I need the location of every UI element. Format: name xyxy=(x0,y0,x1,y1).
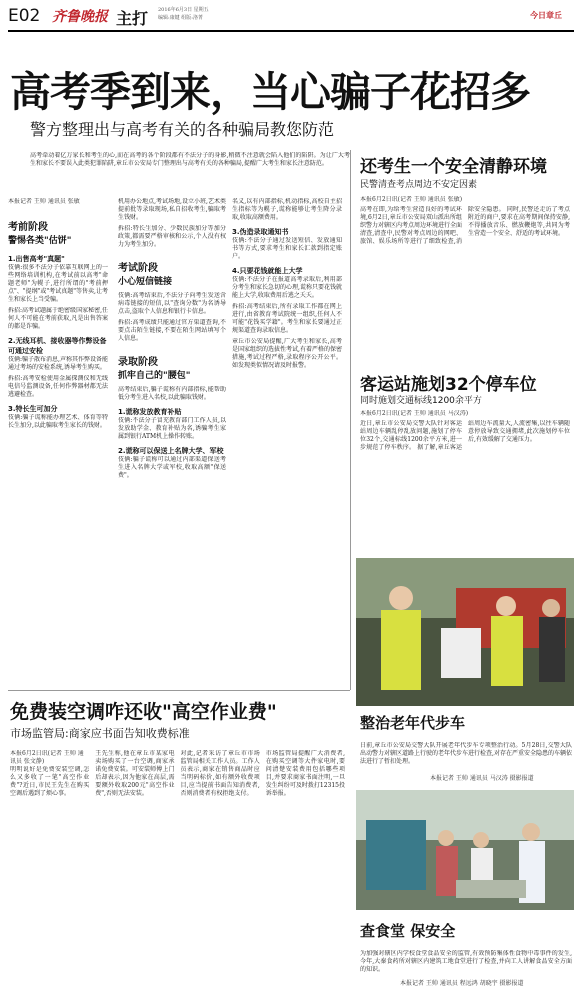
section-title: 考前阶段 xyxy=(8,222,48,233)
item-heading: 3.特长生可加分 xyxy=(8,405,58,413)
paragraph: 伎俩:骗子散布消息,声称其作弊设备能通过考场的安检系统,诱导考生购买。 xyxy=(8,356,108,371)
paragraph-text: 高考在即,为给考生营造良好的考试环境,6月2日,章丘市公安局双山派出所组织警力对辖区内考点周边环境进行全面清查,清查中,民警对考点周边的网吧、旅馆、娱乐场所等进行了细致检查,消除安全隐患。 xyxy=(360,206,505,245)
photo-illustration xyxy=(356,558,574,706)
story2-byline: 本报6月2日讯(记者 王帅 通讯员 张敏) xyxy=(360,196,463,203)
story3-subhead: 同时施划交通标线1200余平方 xyxy=(360,396,482,406)
paragraph: 对此,记者采访了章丘市市场监管局相关工作人员。工作人员表示,商家在销售商品时应当明码标价,如有额外收费项目,应当提前书面告知消费者,否则消费者有权拒绝支付。 xyxy=(180,750,260,797)
story2-body xyxy=(360,196,570,356)
paragraph: 伎俩:骗子谎称能办理艺术、体育等特长生加分,以此骗取考生家长的钱财。 xyxy=(8,414,108,429)
photo-illustration xyxy=(356,790,574,910)
story3-byline: 本报6月2日讯(记者 王帅 通讯员 马汉涛) xyxy=(360,410,469,417)
paragraph-text: 近日,章丘市公安局交警大队针对客运站周边车辆乱停乱放问题,施划了停车位32个,交通标线1200余平方米,进一步规范了停车秩序。 xyxy=(360,420,462,451)
story3-body xyxy=(360,410,570,550)
paragraph: 高考结束后,骗子谎称有内部指标,能帮助低分考生进入名校,以此骗取钱财。 xyxy=(118,386,226,401)
paragraph-text: 据了解,章丘客运站周边车流量大,人流密集,以往车辆随意停放导致交通拥堵,此次施划停车位后,有效缓解了交通压力。 xyxy=(417,420,570,451)
section-subtitle: 抓牢自己的"腰包" xyxy=(118,371,191,381)
story2-subhead: 民警清查考点周边不安定因素 xyxy=(360,180,478,190)
item-heading: 4.只要花钱就能上大学 xyxy=(232,267,303,275)
section-title: 录取阶段 xyxy=(118,357,158,368)
section-subtitle: 警惕各类"估饼" xyxy=(8,236,72,246)
traffic-police-photo xyxy=(356,558,574,706)
story5-body xyxy=(10,750,345,982)
section-subtitle: 小心短信链接 xyxy=(118,277,173,287)
paper-logo: 齐鲁晚报 xyxy=(52,9,108,25)
paragraph: 伎俩:很多不法分子依靠互联网上的一些网络培训机构,在考试前以高考"命题老师"为幌子,进行所谓的"考前押点"、"提纲"或"考试真题"等售卖,让考生和家长上当受骗。 xyxy=(8,264,108,303)
item-heading: 2.谎称可以保送上名牌大学、军校 xyxy=(118,447,224,455)
paragraph: 伎俩:不法分子冒充教育部门工作人员,以发放助学金、教育补贴为名,诱骗考生家属到银行ATM机上操作转账。 xyxy=(118,417,226,440)
story-divider xyxy=(8,690,350,691)
story5-headline: 免费装空调咋还收"高空作业费" xyxy=(10,701,277,723)
paragraph xyxy=(360,206,570,246)
lead-column-2 xyxy=(118,198,226,678)
paragraph: 王先生称,他在章丘市某家电卖场购买了一台空调,商家承诺免费安装。可安装师傅上门后却表示,因为他家在高层,需要额外收取200元"高空作业费",否则无法安装。 xyxy=(95,750,175,797)
story4-byline: 本报记者 王帅 通讯员 马汉涛 摄影报道 xyxy=(430,775,534,782)
story6-body: 为加强对辖区内学校食堂食品安全的监管,有效预防集体性食物中毒事件的发生,今年,大秦食药所对辖区内建筑工地食堂进行了检查,并向工人讲解食品安全方面的知识。 xyxy=(360,950,572,973)
paragraph: 明明说好是免费安装空调,怎么又多收了一笔"高空作业费"?近日,市民王先生在购买空调后遇到了烦心事。 xyxy=(10,766,90,797)
lead-subhead: 警方整理出与高考有关的各种骗局教您防范 xyxy=(30,120,335,139)
paragraph-text: 同时,民警还走访了考点附近的商户,要求在高考期间保持安静,不得播放音乐、燃放鞭炮等,共同为考生营造一个安全、舒适的考试环境。 xyxy=(468,206,570,237)
story4-headline: 整治老年代步车 xyxy=(360,714,466,732)
column-divider xyxy=(350,150,351,690)
paragraph: 机用办公地点,考试场地,设立小班,艺术类提前批等录取现场,私自招收考生,骗取考生钱财。 xyxy=(118,198,226,221)
paragraph: 名义,以有内部指标,机动指标,高校自主招生指标等为幌子,谎称能够让考生降分录取,收取高额费用。 xyxy=(232,198,342,221)
lead-byline: 本报记者 王帅 通讯员 张敏 xyxy=(8,198,80,205)
story6-byline: 本报记者 王帅 通讯员 程远鸿 胡晓宇 摄影报道 xyxy=(400,980,524,987)
paragraph: 市场监管局提醒广大消费者,在购买空调等大件家电时,要问清楚安装费用包括哪些项目,并要求商家书面注明,一旦发生纠纷可及时拨打12315投诉举报。 xyxy=(265,750,345,797)
story4-body: 日前,章丘市公安局交警大队开展老年代步车专项整治行动。5月28日,交警大队出动警力对辖区道路上行驶的老年代步车进行检查,对存在严重安全隐患的车辆依法进行了暂扣处理。 xyxy=(360,742,572,765)
section-name: 主打 xyxy=(116,9,149,28)
edition-tag: 今日章丘 xyxy=(530,11,562,20)
paragraph: 拆招:特长生加分、少数民族加分等加分政策,都需要严格审核和公示,个人没有权力为考生加分。 xyxy=(118,225,226,248)
lead-column-3 xyxy=(232,198,342,678)
date-line: 2016年6月3日 星期五 xyxy=(158,7,209,13)
story5-byline: 本报6月2日讯(记者 王帅 通讯员 张文静) xyxy=(10,750,84,765)
item-heading: 1.谎称发放教育补贴 xyxy=(118,408,182,416)
header-rule xyxy=(8,30,574,32)
lead-column-1 xyxy=(8,198,108,678)
paragraph: 拆招:高考试题属于绝密级国家秘密,任何人不可能在考前获取,凡是出售答案的都是诈骗。 xyxy=(8,307,108,330)
canteen-inspection-photo xyxy=(356,790,574,910)
item-heading: 2.无线耳机、接收器等作弊设备可通过安检 xyxy=(8,337,107,355)
story2-headline: 还考生一个安全清静环境 xyxy=(360,157,547,177)
story6-headline: 查食堂 保安全 xyxy=(360,922,456,940)
lead-intro: 高考牵动着亿万家长和考生的心,而在高考的各个阶段都有不法分子的身影,稍微不注意就会陷入他们的陷阱。为让广大考生和家长不要误入此类犯罪陷阱,章丘市公安局专门整理出与高考有关的各种骗局,提醒广大考生和家长注意防范。 xyxy=(30,152,350,167)
item-heading: 3.伪造录取通知书 xyxy=(232,228,289,236)
paragraph: 伎俩:高考结束后,不法分子向考生发送含病毒链接的短信,以"查询分数"为名诱导点击,盗取个人信息和银行卡信息。 xyxy=(118,292,226,315)
paragraph: 拆招:高考结束后,所有录取工作都在网上进行,由省教育考试院统一组织,任何人不可能"花钱买学籍"。考生和家长要通过正规渠道查询录取信息。 xyxy=(232,303,342,334)
page-number: E02 xyxy=(8,6,41,26)
paragraph: 伎俩:不法分子在报道高考录取后,利用部分考生和家长急切的心理,谎称只要花钱就能上大学,收取费用后逃之夭夭。 xyxy=(232,276,342,299)
paragraph: 拆招:高考安检使用金属探测仪和无线电信号监测设备,任何作弊器材都无法逃避检查。 xyxy=(8,375,108,398)
paragraph: 伎俩:骗子谎称可以通过内部渠道保送考生进入名牌大学或军校,收取高额"保送费"。 xyxy=(118,456,226,479)
editor-line: 编辑:康键 组版:洛菁 xyxy=(158,15,203,21)
paragraph xyxy=(360,420,570,452)
story5-subhead: 市场监管局:商家应书面告知收费标准 xyxy=(10,727,190,740)
paragraph: 章丘市公安局提醒,广大考生和家长,高考是国家组织的选拔性考试,有着严格的保密措施,考试过程严格,录取程序公开公平。如发现类似情况请及时报警。 xyxy=(232,338,342,369)
lead-headline: 高考季到来，当心骗子花招多 xyxy=(10,68,530,116)
section-title: 考试阶段 xyxy=(118,263,158,274)
item-heading: 1.出售高考"真题" xyxy=(8,255,65,263)
story3-headline: 客运站施划32个停车位 xyxy=(360,375,537,395)
paragraph: 伎俩:不法分子通过发送短信、发放通知书等方式,要求考生和家长汇款到指定账户。 xyxy=(232,237,342,260)
paragraph: 拆招:高考成绩只能通过官方渠道查询,不要点击陌生链接,不要在陌生网站填写个人信息。 xyxy=(118,319,226,342)
